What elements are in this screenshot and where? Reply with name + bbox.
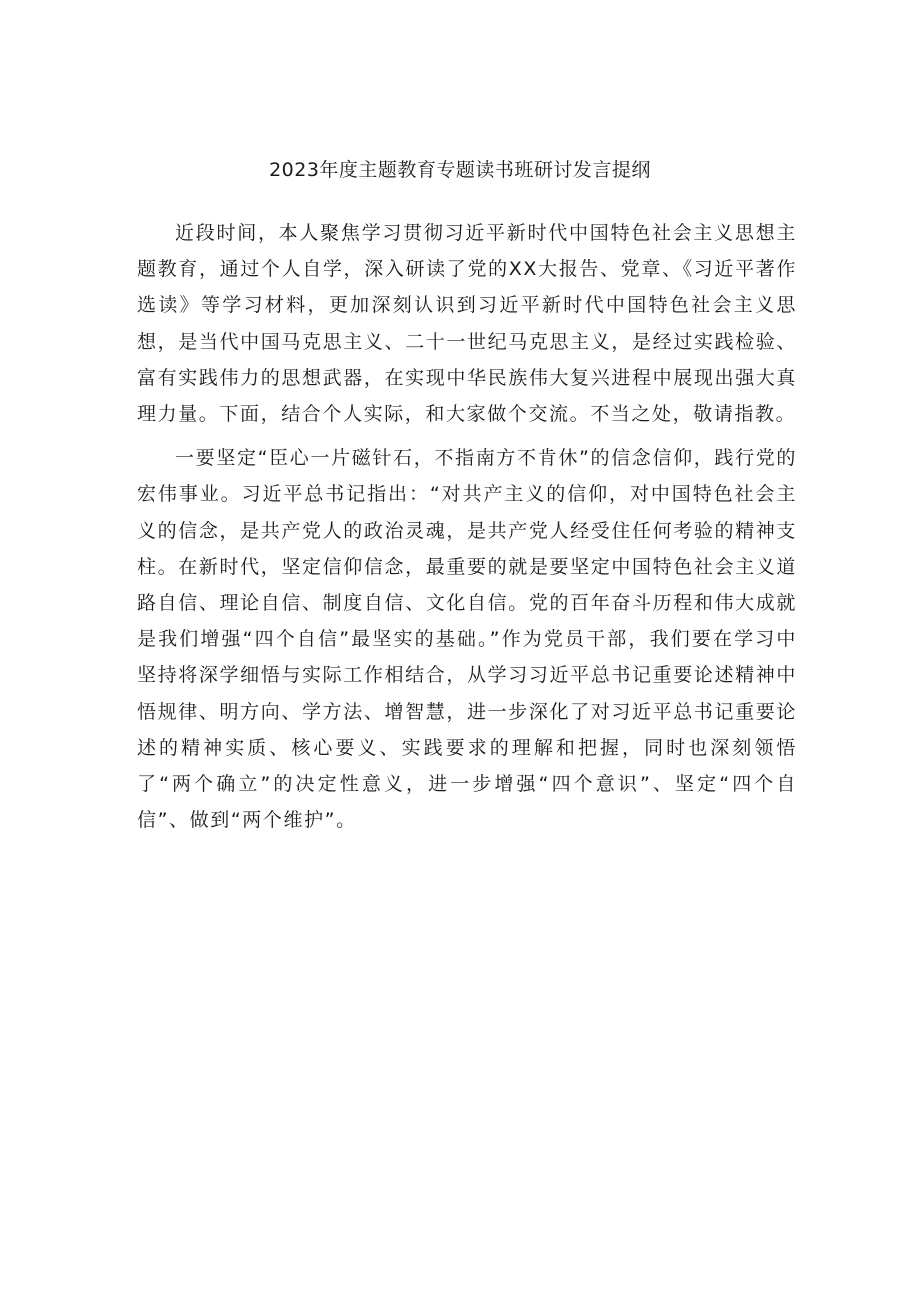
- document-title: 2023年度主题教育专题读书班研讨发言提纲: [269, 159, 651, 181]
- paragraph-point-one: 一要坚定“臣心一片磁针石，不指南方不肯休”的信念信仰，践行党的宏伟事业。习近平总书记指出：“对共产主义的信仰，对中国特色社会主义的信念，是共产党人的政治灵魂，是共产党人经受住任何考验的精神支柱。在新时代，坚定信仰信念，最重要的就是要坚定中国特色社会主义道路自信、理论自信、制度自信、文化自信。党的百年奋斗历程和伟大成就是我们增强“四个自信”最坚实的基础。”作为党员干部，我们要在学习中坚持将深学细悟与实际工作相结合，从学习习近平总书记重要论述精神中悟规律、明方向、学方法、增智慧，进一步深化了对习近平总书记重要论述的精神实质、核心要义、实践要求的理解和把握，同时也深刻领悟了“两个确立”的决定性意义，进一步增强“四个意识”、坚定“四个自信”、做到“两个维护”。: [137, 447, 797, 832]
- document-body: [137, 215, 797, 838]
- paragraph-intro: 近段时间，本人聚焦学习贯彻习近平新时代中国特色社会主义思想主题教育，通过个人自学，深入研读了党的XX大报告、党章、《习近平著作选读》等学习材料，更加深刻认识到习近平新时代中国特色社会主义思想，是当代中国马克思主义、二十一世纪马克思主义，是经过实践检验、富有实践伟力的思想武器，在实现中华民族伟大复兴进程中展现出强大真理力量。下面，结合个人实际，和大家做个交流。不当之处，敬请指教。: [137, 222, 797, 426]
